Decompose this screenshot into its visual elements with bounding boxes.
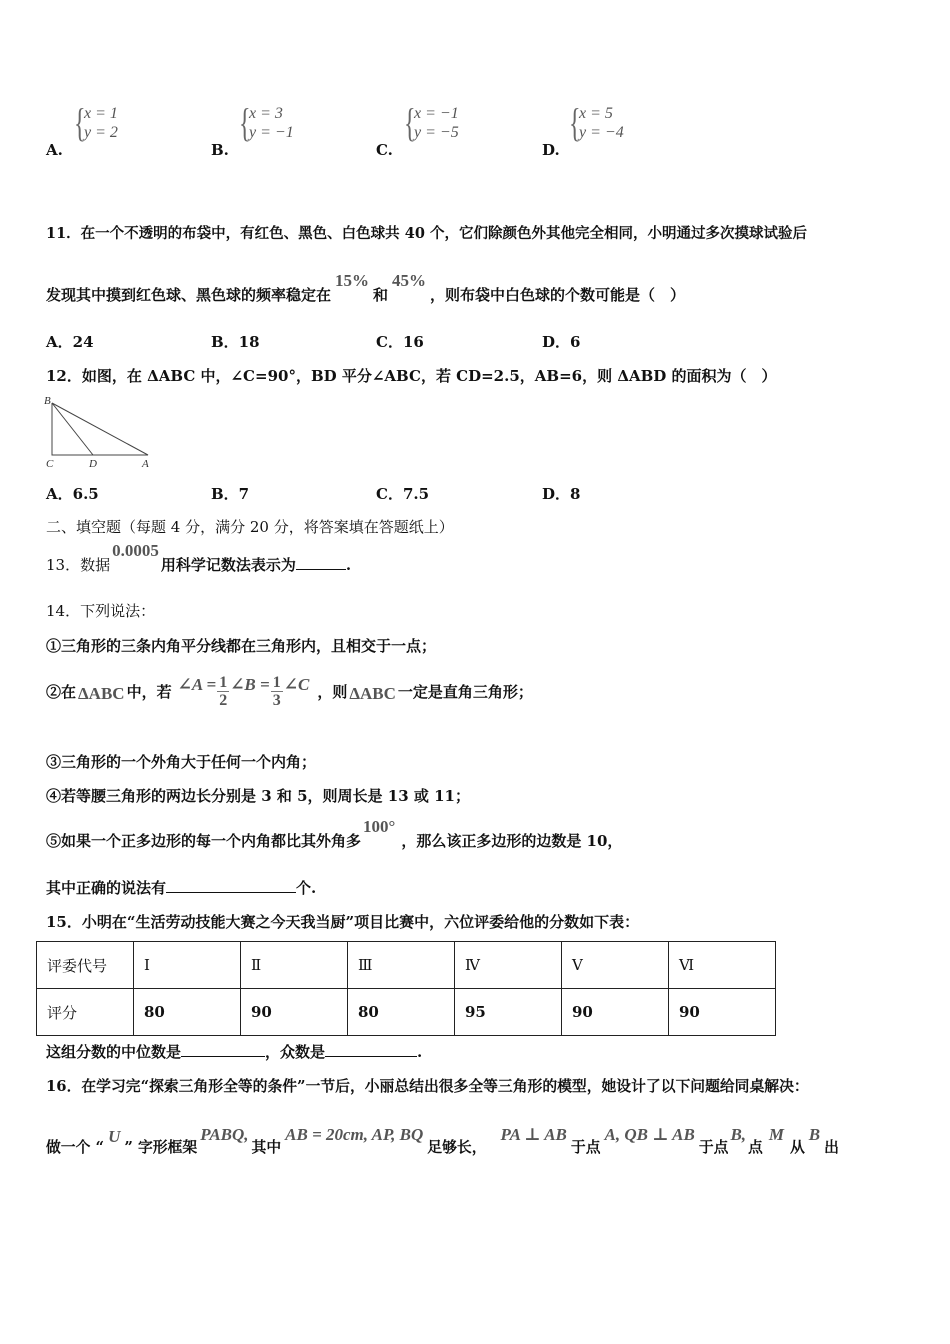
label-a: A <box>142 458 149 470</box>
table-cell: Ⅳ <box>455 942 562 989</box>
label-d: D <box>89 458 97 470</box>
q16-frame-name: PABQ, <box>200 1125 249 1144</box>
label-c: C <box>46 458 54 470</box>
q11-line1: 11．在一个不透明的布袋中，有红色、黑色、白色球共 40 个，它们除颜色外其他完全相同，小明通过多次摸球试验后 <box>46 225 807 242</box>
table-cell: 评委代号 <box>37 942 134 989</box>
q10-option-c-label: C. <box>376 141 393 159</box>
table-cell: 80 <box>134 989 241 1036</box>
q12-option-d: D．8 <box>542 485 581 503</box>
q14-statement-3: ③三角形的一个外角大于任何一个内角； <box>46 753 317 771</box>
table-row <box>37 989 776 1036</box>
table-header-row <box>37 942 776 989</box>
q15-median-blank[interactable] <box>181 1056 265 1057</box>
q11-line2: 发现其中摸到红色球、黑色球的频率稳定在15%和45%，则布袋中白色球的个数可能是（ ） <box>46 271 686 304</box>
q14-degree-100: 100° <box>363 817 396 836</box>
q10-option-c-system: { x = −1 y = −5 <box>404 100 459 145</box>
q12-text: 12．如图，在 ΔABC 中，∠C=90°，BD 平分∠ABC，若 CD=2.5，AB=6，则 ΔABD 的面积为（ ） <box>46 367 777 385</box>
bisector-bd <box>52 403 93 455</box>
q12-triangle-figure <box>40 392 160 472</box>
table-cell: Ⅴ <box>562 942 669 989</box>
triangle-abc <box>52 403 148 455</box>
q15-score-table <box>36 941 776 1036</box>
q14-statement-4: ④若等腰三角形的两边长分别是 3 和 5，则周长是 13 或 11； <box>46 787 470 805</box>
label-b: B <box>44 395 51 407</box>
table-cell: 80 <box>348 989 455 1036</box>
q15-question: 这组分数的中位数是 ，众数是 . <box>46 1043 423 1061</box>
q13-answer-blank[interactable] <box>296 569 346 570</box>
q11-option-d: D．6 <box>542 333 581 351</box>
table-cell: Ⅱ <box>241 942 348 989</box>
q11-option-a: A．24 <box>46 333 94 351</box>
table-cell: 95 <box>455 989 562 1036</box>
table-cell: Ⅲ <box>348 942 455 989</box>
q15-text: 15．小明在“生活劳动技能大赛之今天我当厨”项目比赛中，六位评委给他的分数如下表： <box>46 913 640 931</box>
table-cell: Ⅵ <box>669 942 776 989</box>
q10-option-a-label: A. <box>46 141 63 159</box>
table-cell: 90 <box>241 989 348 1036</box>
q16-qb-perp: A, QB ⊥ AB <box>604 1125 695 1144</box>
q10-option-b-system: { x = 3 y = −1 <box>239 100 294 145</box>
q14-statement-5: ⑤如果一个正多边形的每一个内角都比其外角多100°，那么该正多边形的边数是 10， <box>46 817 623 850</box>
section-2-heading: 二、填空题（每题 4 分，满分 20 分，将答案填在答题纸上） <box>46 518 454 536</box>
q16-point-m: M <box>768 1125 784 1144</box>
q14-statement-2: ②在 ΔABC 中，若 ∠A = $\frac{1}{2}$ ∠B = $\frac{1}{3}$ ∠C ，则 ΔABC 一定是直角三角形； <box>46 673 533 709</box>
q14-intro: 14．下列说法： <box>46 602 156 620</box>
q12-option-c: C．7.5 <box>376 485 430 503</box>
q13-line: 13．数据0.0005用科学记数法表示为 . <box>46 541 352 574</box>
table-cell: Ⅰ <box>134 942 241 989</box>
fraction-one-third: $\frac{1}{3}$ <box>272 673 281 709</box>
q16-line1: 16．在学习完“探索三角形全等的条件”一节后，小丽总结出很多全等三角形的模型，她设计了以下问题给同桌解决： <box>46 1078 809 1095</box>
q14-conclusion: 其中正确的说法有 个. <box>46 879 317 897</box>
q15-mode-blank[interactable] <box>325 1056 417 1057</box>
q10-option-d-system: { x = 5 y = −4 <box>569 100 624 145</box>
q16-ab-length: AB = 20cm, AP, BQ <box>285 1125 424 1144</box>
q14-triangle-abc-2: ΔABC <box>349 684 396 703</box>
q11-option-c: C．16 <box>376 333 424 351</box>
q12-option-a: A．6.5 <box>46 485 99 503</box>
q11-pct-1: 15% <box>335 271 370 290</box>
q10-option-b-label: B. <box>211 141 229 159</box>
q16-line2: 做一个 “U” 字形框架PABQ,其中AB = 20cm, AP, BQ足够长，PA ⊥ AB于点A, QB ⊥ AB于点B,点M从B出 <box>46 1125 839 1156</box>
q11-option-b: B．18 <box>211 333 260 351</box>
table-cell: 90 <box>562 989 669 1036</box>
q10-option-d-label: D. <box>542 141 560 159</box>
q16-point-b: B, <box>730 1125 747 1144</box>
q16-u-letter: U <box>108 1127 121 1146</box>
q14-triangle-abc-1: ΔABC <box>78 684 125 703</box>
q14-answer-blank[interactable] <box>166 892 296 893</box>
q14-statement-1: ①三角形的三条内角平分线都在三角形内，且相交于一点； <box>46 637 437 655</box>
q16-pa-perp: PA ⊥ AB <box>500 1125 567 1144</box>
table-cell: 评分 <box>37 989 134 1036</box>
q10-option-a-system: { x = 1 y = 2 <box>74 100 118 145</box>
fraction-one-half: $\frac{1}{2}$ <box>219 673 228 709</box>
q12-option-b: B．7 <box>211 485 250 503</box>
q13-number: 0.0005 <box>112 541 159 560</box>
q16-point-b-2: B <box>808 1125 821 1144</box>
table-cell: 90 <box>669 989 776 1036</box>
q11-pct-2: 45% <box>392 271 427 290</box>
